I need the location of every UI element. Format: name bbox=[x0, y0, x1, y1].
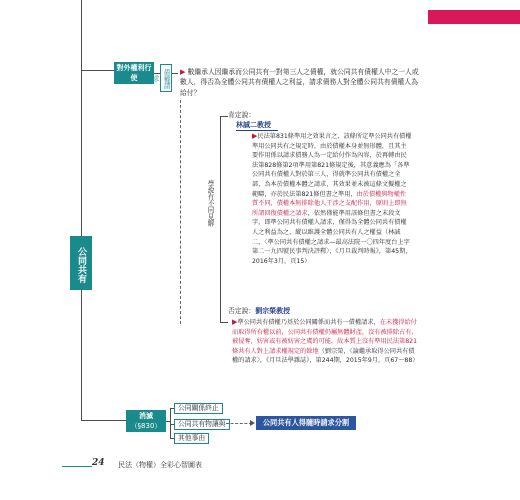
affirmative-text-2: ，依然僅能準用該條但書之末段文字，即準公同共有債權人請求，僅得為全體公同共有債權人之利益為之，縱以維護全體公同共有人之權益（林誠二，〈準公同共有債權之請求—最高法院一〇四年度台上字第二一九四號民事判決評釋〉，《月旦裁判時報》，第45期，2016年3月，頁15） bbox=[252, 209, 412, 265]
theory-label bbox=[204, 180, 216, 250]
footer-divider bbox=[62, 466, 92, 467]
extinction-article-text: （§830） bbox=[130, 422, 162, 430]
claim-question bbox=[180, 67, 420, 98]
extinction-label-text: 消滅 bbox=[139, 412, 153, 420]
negative-label-text: 否定說： bbox=[228, 307, 256, 315]
footer-book-title-text: 民法（物權）全彩心智圖表 bbox=[118, 461, 202, 469]
extinction-item-2 bbox=[174, 419, 230, 430]
arrow-right-icon bbox=[250, 420, 255, 426]
negative-scholar-text: 劉宗榮教授 bbox=[255, 307, 291, 315]
transfer-rights-text: 對外權利行使 bbox=[116, 64, 152, 82]
extinction-item-3-text: 其他事由 bbox=[178, 434, 206, 442]
question-bullet-icon: ▶ bbox=[180, 68, 186, 76]
affirmative-text-1: 民法第831條準用之效果言之，該條所定準公同共有債權準用公同共有之規定時，由於債權本身並無形體，且其主要作用係以請求債務人為一定給付作為內容，於再轉由民法第828條第2項準用第821條規定後，其意義應為「各準公同共有債權人對於第三人，得就準公同共有債權之全部，為本於債權本體之請求，其效果並未被這條文擬權之範疇，亦於民法第821條但書之準用， bbox=[252, 133, 412, 198]
footer-book-title bbox=[118, 460, 202, 470]
theory-bracket-vertical bbox=[220, 116, 221, 322]
negative-bullet-icon: ▶ bbox=[232, 318, 238, 326]
negative-label bbox=[228, 306, 290, 316]
partition-result-text: 公同共有人得隨時請求分割 bbox=[262, 418, 350, 427]
affirmative-body bbox=[252, 132, 412, 266]
negative-text-1: 準公同共有債權乃基於公同關係而共有一債權請求， bbox=[237, 319, 380, 326]
affirmative-label bbox=[228, 110, 255, 120]
negative-bracket-bottom bbox=[220, 322, 228, 323]
claim-to-question-line bbox=[172, 73, 178, 74]
extinction-bracket-vertical bbox=[170, 408, 171, 438]
claim-question-text: 數繼承人因繼承而公同共有一對第三人之債權，就公同共有債權人中之一人或數人，得否為全體公同共有債權人之利益，請求債務人對全體公同共有債權人為給付？ bbox=[180, 68, 419, 97]
negative-body bbox=[232, 318, 418, 366]
extinction-item-1-text: 公同關係終止 bbox=[178, 404, 219, 412]
negative-text-red: 在未獲得給付而取得所有權以前，公同共有債權仍屬無體財產，沒有被排除占有、被侵奪，妨害或有被妨害之虞的可能，故本質上沒有準用民法第821條共有人對上請求權規定的餘地 bbox=[232, 319, 418, 355]
theory-label-text: 學說有不同見解 bbox=[206, 180, 214, 227]
affirmative-text-red: 由於債權與物權性質不同，債權本無排除他人干涉之支配作用，原則上即無所謂回復債權之請求 bbox=[252, 190, 407, 217]
transfer-rights-box bbox=[114, 62, 154, 84]
negative-text-2: （劉宗榮，〈論繼承取得公同共有債權的請求〉，《月旦法學雜誌》，第244期，2015年9月，頁67～88） bbox=[232, 347, 419, 365]
affirmative-scholar bbox=[236, 120, 271, 130]
affirmative-scholar-text: 林誠二教授 bbox=[236, 121, 271, 129]
claim-label-box bbox=[151, 64, 172, 92]
result-dashed-arrow-line bbox=[226, 423, 252, 424]
branch-line-extinction bbox=[81, 420, 127, 421]
extinction-item-2-text: 公同共有物讓與 bbox=[178, 420, 226, 428]
tree-trunk-line bbox=[81, 0, 82, 420]
extinction-item-3 bbox=[174, 433, 209, 444]
left-category-text: 公同共有 bbox=[76, 246, 86, 283]
theory-dashed-vertical bbox=[180, 100, 181, 324]
claim-label-text: 債權請求 bbox=[151, 68, 170, 89]
branch-line-transfer bbox=[81, 70, 115, 71]
extinction-item-1 bbox=[174, 403, 223, 414]
partition-result-box bbox=[256, 416, 356, 430]
affirmative-bracket-top bbox=[220, 116, 228, 117]
footer-page-number-text: 24 bbox=[92, 458, 105, 468]
affirmative-scholar-underline bbox=[236, 130, 278, 131]
extinction-box bbox=[126, 410, 166, 432]
affirmative-label-text: 肯定說： bbox=[228, 111, 256, 119]
affirmative-bullet-icon: ▶ bbox=[252, 132, 258, 140]
footer-page-number bbox=[92, 458, 105, 468]
header-accent-bar bbox=[428, 10, 520, 24]
left-category-label bbox=[70, 236, 92, 290]
